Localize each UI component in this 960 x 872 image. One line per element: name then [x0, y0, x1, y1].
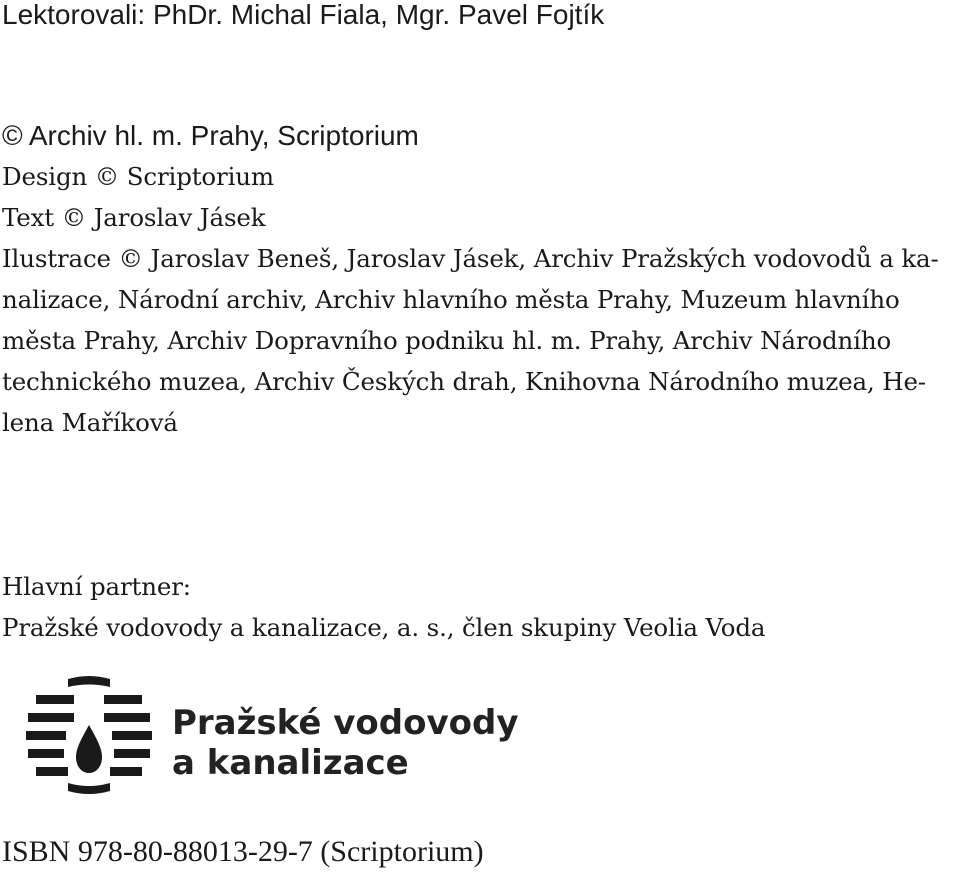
pvk-logo [24, 675, 524, 800]
copyright-text: Text © Jaroslav Jásek [2, 203, 266, 232]
logo-line-1: Pražské vodovody [172, 703, 519, 743]
copyright-archive: © Archiv hl. m. Prahy, Scriptorium [2, 120, 419, 151]
illustrations-line: lena Maříková [2, 408, 178, 437]
reviewers-line: Lektorovali: PhDr. Michal Fiala, Mgr. Pavel Fojtík [2, 0, 605, 30]
partner-label: Hlavní partner: [2, 572, 191, 601]
partner-name: Pražské vodovody a kanalizace, a. s., člen skupiny Veolia Voda [2, 613, 766, 642]
illustrations-line: města Prahy, Archiv Dopravního podniku hl. m. Prahy, Archiv Národního [2, 326, 892, 355]
illustrations-line: Ilustrace © Jaroslav Beneš, Jaroslav Jásek, Archiv Pražských vodovodů a ka- [2, 244, 939, 273]
pvk-logo-icon [24, 675, 154, 800]
illustrations-line: nalizace, Národní archiv, Archiv hlavního města Prahy, Muzeum hlavního [2, 285, 900, 314]
illustrations-line: technického muzea, Archiv Českých drah, Knihovna Národního muzea, He- [2, 367, 926, 396]
logo-line-2: a kanalizace [172, 743, 409, 783]
isbn-line: ISBN 978-80-88013-29-7 (Scriptorium) [2, 835, 484, 868]
pvk-logo-wordmark [172, 703, 519, 783]
copyright-design: Design © Scriptorium [2, 162, 274, 191]
